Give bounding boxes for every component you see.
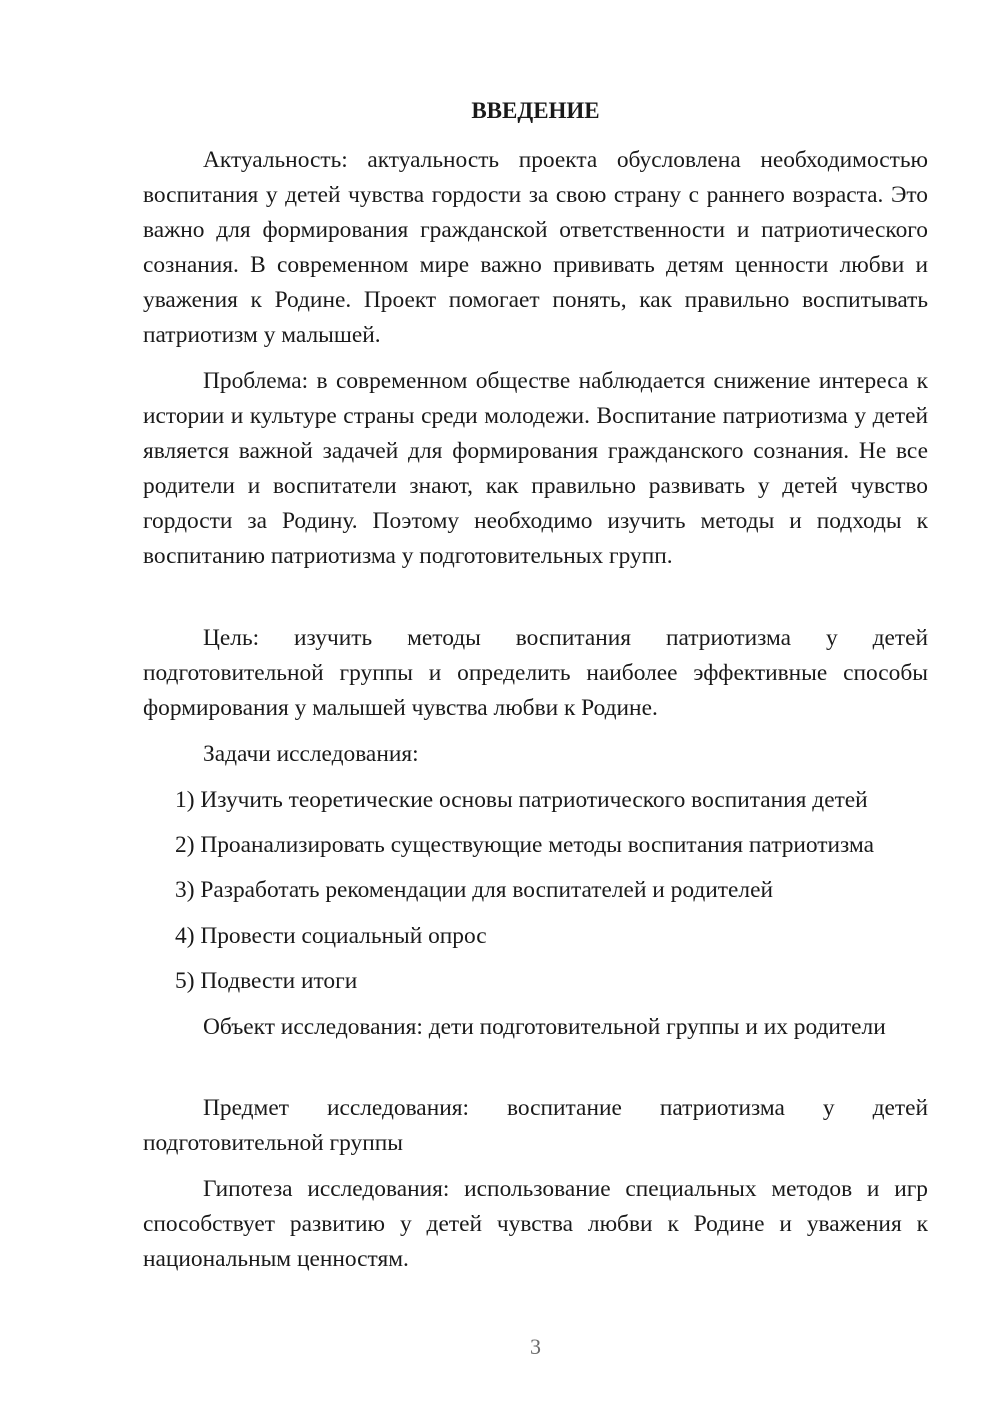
problem-paragraph: Проблема: в современном обществе наблюдается снижение интереса к истории и культуре страны среди молодежи. Воспитание патриотизма у детей является важной задачей для формирования гражданского сознания. Не все родители и воспитатели знают, как правильно развивать у детей чувство гордости за Родину. Поэтому необходимо изучить методы и подходы к воспитанию патриотизма у подготовительных групп. [143, 368, 928, 569]
page-title: ВВЕДЕНИЕ [471, 98, 600, 123]
page-number: 3 [530, 1334, 541, 1359]
goal-paragraph: Цель: изучить методы воспитания патриотизма у детей подготовительной группы и определить наиболее эффективные способы формирования у малышей чувства любви к Родине. [143, 625, 928, 721]
task-item: 1) Изучить теоретические основы патриотического воспитания детей [175, 787, 868, 813]
hypothesis-paragraph: Гипотеза исследования: использование специальных методов и игр способствует развитию у детей чувства любви к Родине и уважения к национальным ценностям. [143, 1176, 928, 1272]
task-item: 4) Провести социальный опрос [175, 923, 487, 949]
task-item: 2) Проанализировать существующие методы воспитания патриотизма [175, 832, 874, 858]
object-paragraph: Объект исследования: дети подготовительной группы и их родители [203, 1014, 886, 1040]
tasks-heading: Задачи исследования: [203, 741, 419, 767]
task-item: 3) Разработать рекомендации для воспитателей и родителей [175, 877, 773, 903]
document-page [143, 0, 928, 1414]
task-item: 5) Подвести итоги [175, 968, 358, 994]
subject-paragraph: Предмет исследования: воспитание патриотизма у детей подготовительной группы [143, 1095, 928, 1156]
relevance-paragraph: Актуальность: актуальность проекта обусловлена необходимостью воспитания у детей чувства гордости за свою страну с раннего возраста. Это важно для формирования гражданской ответственности и патриотического сознания. В современном мире важно прививать детям ценности любви и уважения к Родине. Проект помогает понять, как правильно воспитывать патриотизм у малышей. [143, 147, 928, 348]
